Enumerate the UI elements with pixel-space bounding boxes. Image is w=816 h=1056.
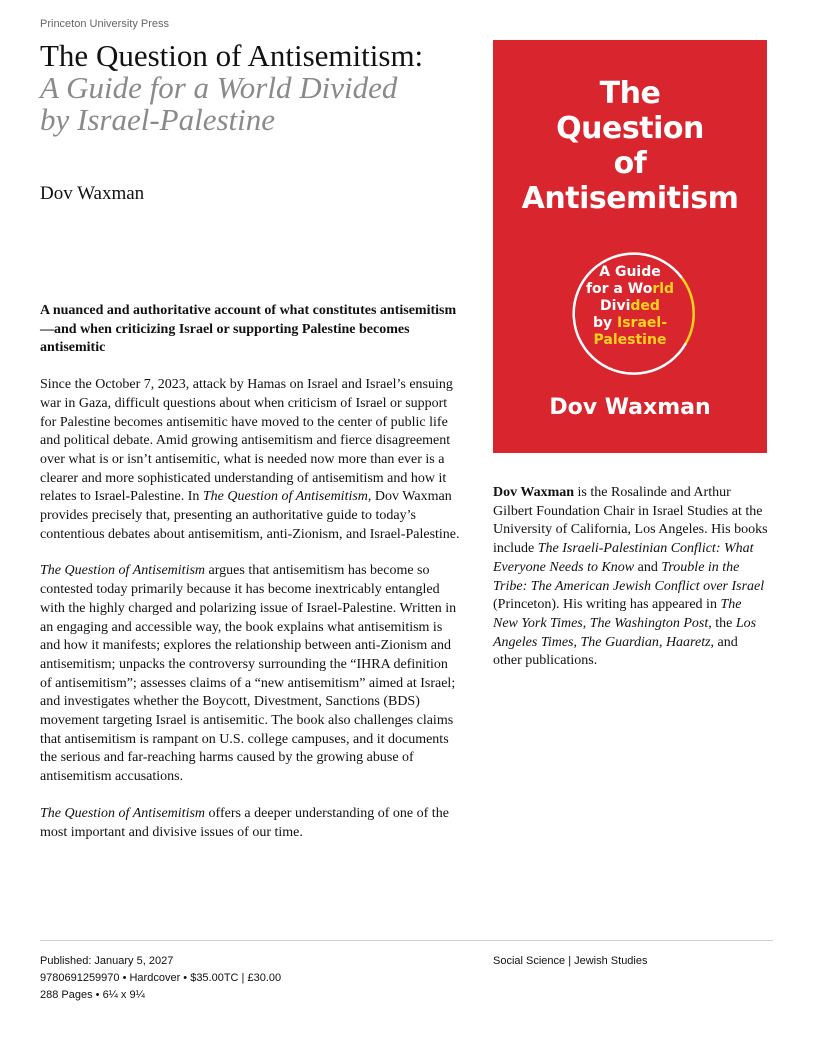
book-title-italic: The Question of Antisemitism xyxy=(202,489,368,505)
title-main: The Question of Antisemitism: xyxy=(40,38,424,73)
book-title xyxy=(40,40,470,136)
publication-details xyxy=(40,953,281,1004)
footer-divider xyxy=(40,940,773,941)
author-name: Dov Waxman xyxy=(40,183,145,204)
text-span: Since the October 7, 2023, attack by Hamas on Israel and Israel’s ensuing war in Gaza, difficult questions about when criticism of Israel or support for Palestine becomes antisemitic have moved to the center of public life and political debate. Amid growing antisemitism and fierce disagreement over what is or isn’t antisemitic, what is needed now more than ever is a clearer and more sophisticated understanding of antisemitism and how it relates to Israel-Palestine. In xyxy=(40,377,453,505)
cover-title-line: of xyxy=(613,146,647,181)
text-span: (Princeton). His writing has appeared in xyxy=(493,597,721,613)
page-count-trim: 288 Pages • 6¼ x 9¼ xyxy=(40,989,145,1001)
publication-name: Haaretz xyxy=(665,634,711,650)
description-paragraph-2 xyxy=(40,562,460,786)
title-subtitle-line-1: A Guide for a World Divided xyxy=(40,70,398,105)
text-span: offers a deeper understanding of one of the most important and divisive issues of our time. xyxy=(40,805,449,840)
text-span-yellow: Israel- xyxy=(617,315,668,331)
subject-categories: Social Science | Jewish Studies xyxy=(493,955,648,967)
text-span: , and other publications. xyxy=(493,634,738,669)
text-span: , xyxy=(582,615,590,631)
cover-subtitle-line xyxy=(493,298,767,315)
text-span: is the Rosalinde and Arthur Gilbert Foundation Chair in Israel Studies at the University of California, Los Angeles. His books include xyxy=(493,485,768,557)
cover-title-line: The xyxy=(599,76,661,111)
cover-subtitle-line xyxy=(493,281,767,298)
description-paragraph-3 xyxy=(40,805,460,842)
text-span: , Dov Waxman provides precisely that, presenting an authoritative guide to today’s contentious debates about antisemitism, anti-Zionism, and Israel-Palestine. xyxy=(40,489,460,542)
text-span-yellow: ded xyxy=(630,298,660,314)
book-cover-image xyxy=(493,40,767,453)
description-lead: A nuanced and authoritative account of what constitutes antisemitism—and when criticizing Israel or supporting Palestine becomes antisemitic xyxy=(40,303,457,356)
text-span: for a Wo xyxy=(585,281,653,297)
isbn-price: 9780691259970 • Hardcover • $35.00TC | £30.00 xyxy=(40,972,282,984)
cover-subtitle xyxy=(493,264,767,349)
text-span: , xyxy=(658,634,666,650)
book-title-italic: The Question of Antisemitism xyxy=(40,805,206,821)
text-span: , the xyxy=(708,615,736,631)
cover-subtitle-line xyxy=(493,315,767,332)
publication-name: The Guardian xyxy=(580,634,659,650)
text-span: and xyxy=(634,559,662,575)
publication-name: The New York Times xyxy=(493,597,742,631)
author-bio xyxy=(493,484,769,671)
book-title-italic: The Question of Antisemitism xyxy=(40,563,206,579)
book-title-italic: The Israeli-Palestinian Conflict: What Everyone Needs to Know xyxy=(493,541,754,575)
cover-title-line: Antisemitism xyxy=(521,181,739,216)
text-span: , xyxy=(573,634,581,650)
book-description xyxy=(40,302,460,860)
text-span: by xyxy=(592,315,618,331)
published-date: Published: January 5, 2027 xyxy=(40,955,174,967)
bio-author-name: Dov Waxman xyxy=(493,485,575,500)
text-span-yellow: rld xyxy=(652,281,675,297)
cover-title xyxy=(493,76,767,216)
text-span: Divi xyxy=(600,298,631,314)
cover-subtitle-line: A Guide xyxy=(599,264,661,280)
cover-subtitle-line: Palestine xyxy=(593,332,667,348)
bio-paragraph xyxy=(493,484,769,671)
publication-name: The Washington Post xyxy=(589,615,709,631)
book-title-italic: Trouble in the Tribe: The American Jewish Conflict over Israel xyxy=(493,559,765,594)
title-subtitle-line-2: by Israel-Palestine xyxy=(40,102,276,137)
cover-author: Dov Waxman xyxy=(549,395,711,420)
publisher-name: Princeton University Press xyxy=(40,18,169,30)
publication-name: Los Angeles Times xyxy=(493,615,757,650)
cover-title-line: Question xyxy=(556,111,704,146)
text-span: argues that antisemitism has become so contested today primarily because it has become inextricably entangled with the highly charged and polarizing issue of Israel-Palestine. Written in an engaging and accessible way, the book explains what antisemitism is and how it manifests; explores the relationship between anti-Zionism and antisemitism; unpacks the controversy surrounding the “IHRA definition of antisemitism”; assesses claims of a “new antisemitism” aimed at Israel; and investigates whether the Boycott, Divestment, Sanctions (BDS) movement targeting Israel is antisemitic. The book also challenges claims that antisemitism is rampant on U.S. college campuses, and it documents the serious and far-reaching harms caused by the growing abuse of antisemitism accusations. xyxy=(40,563,457,785)
description-paragraph-1 xyxy=(40,376,460,544)
